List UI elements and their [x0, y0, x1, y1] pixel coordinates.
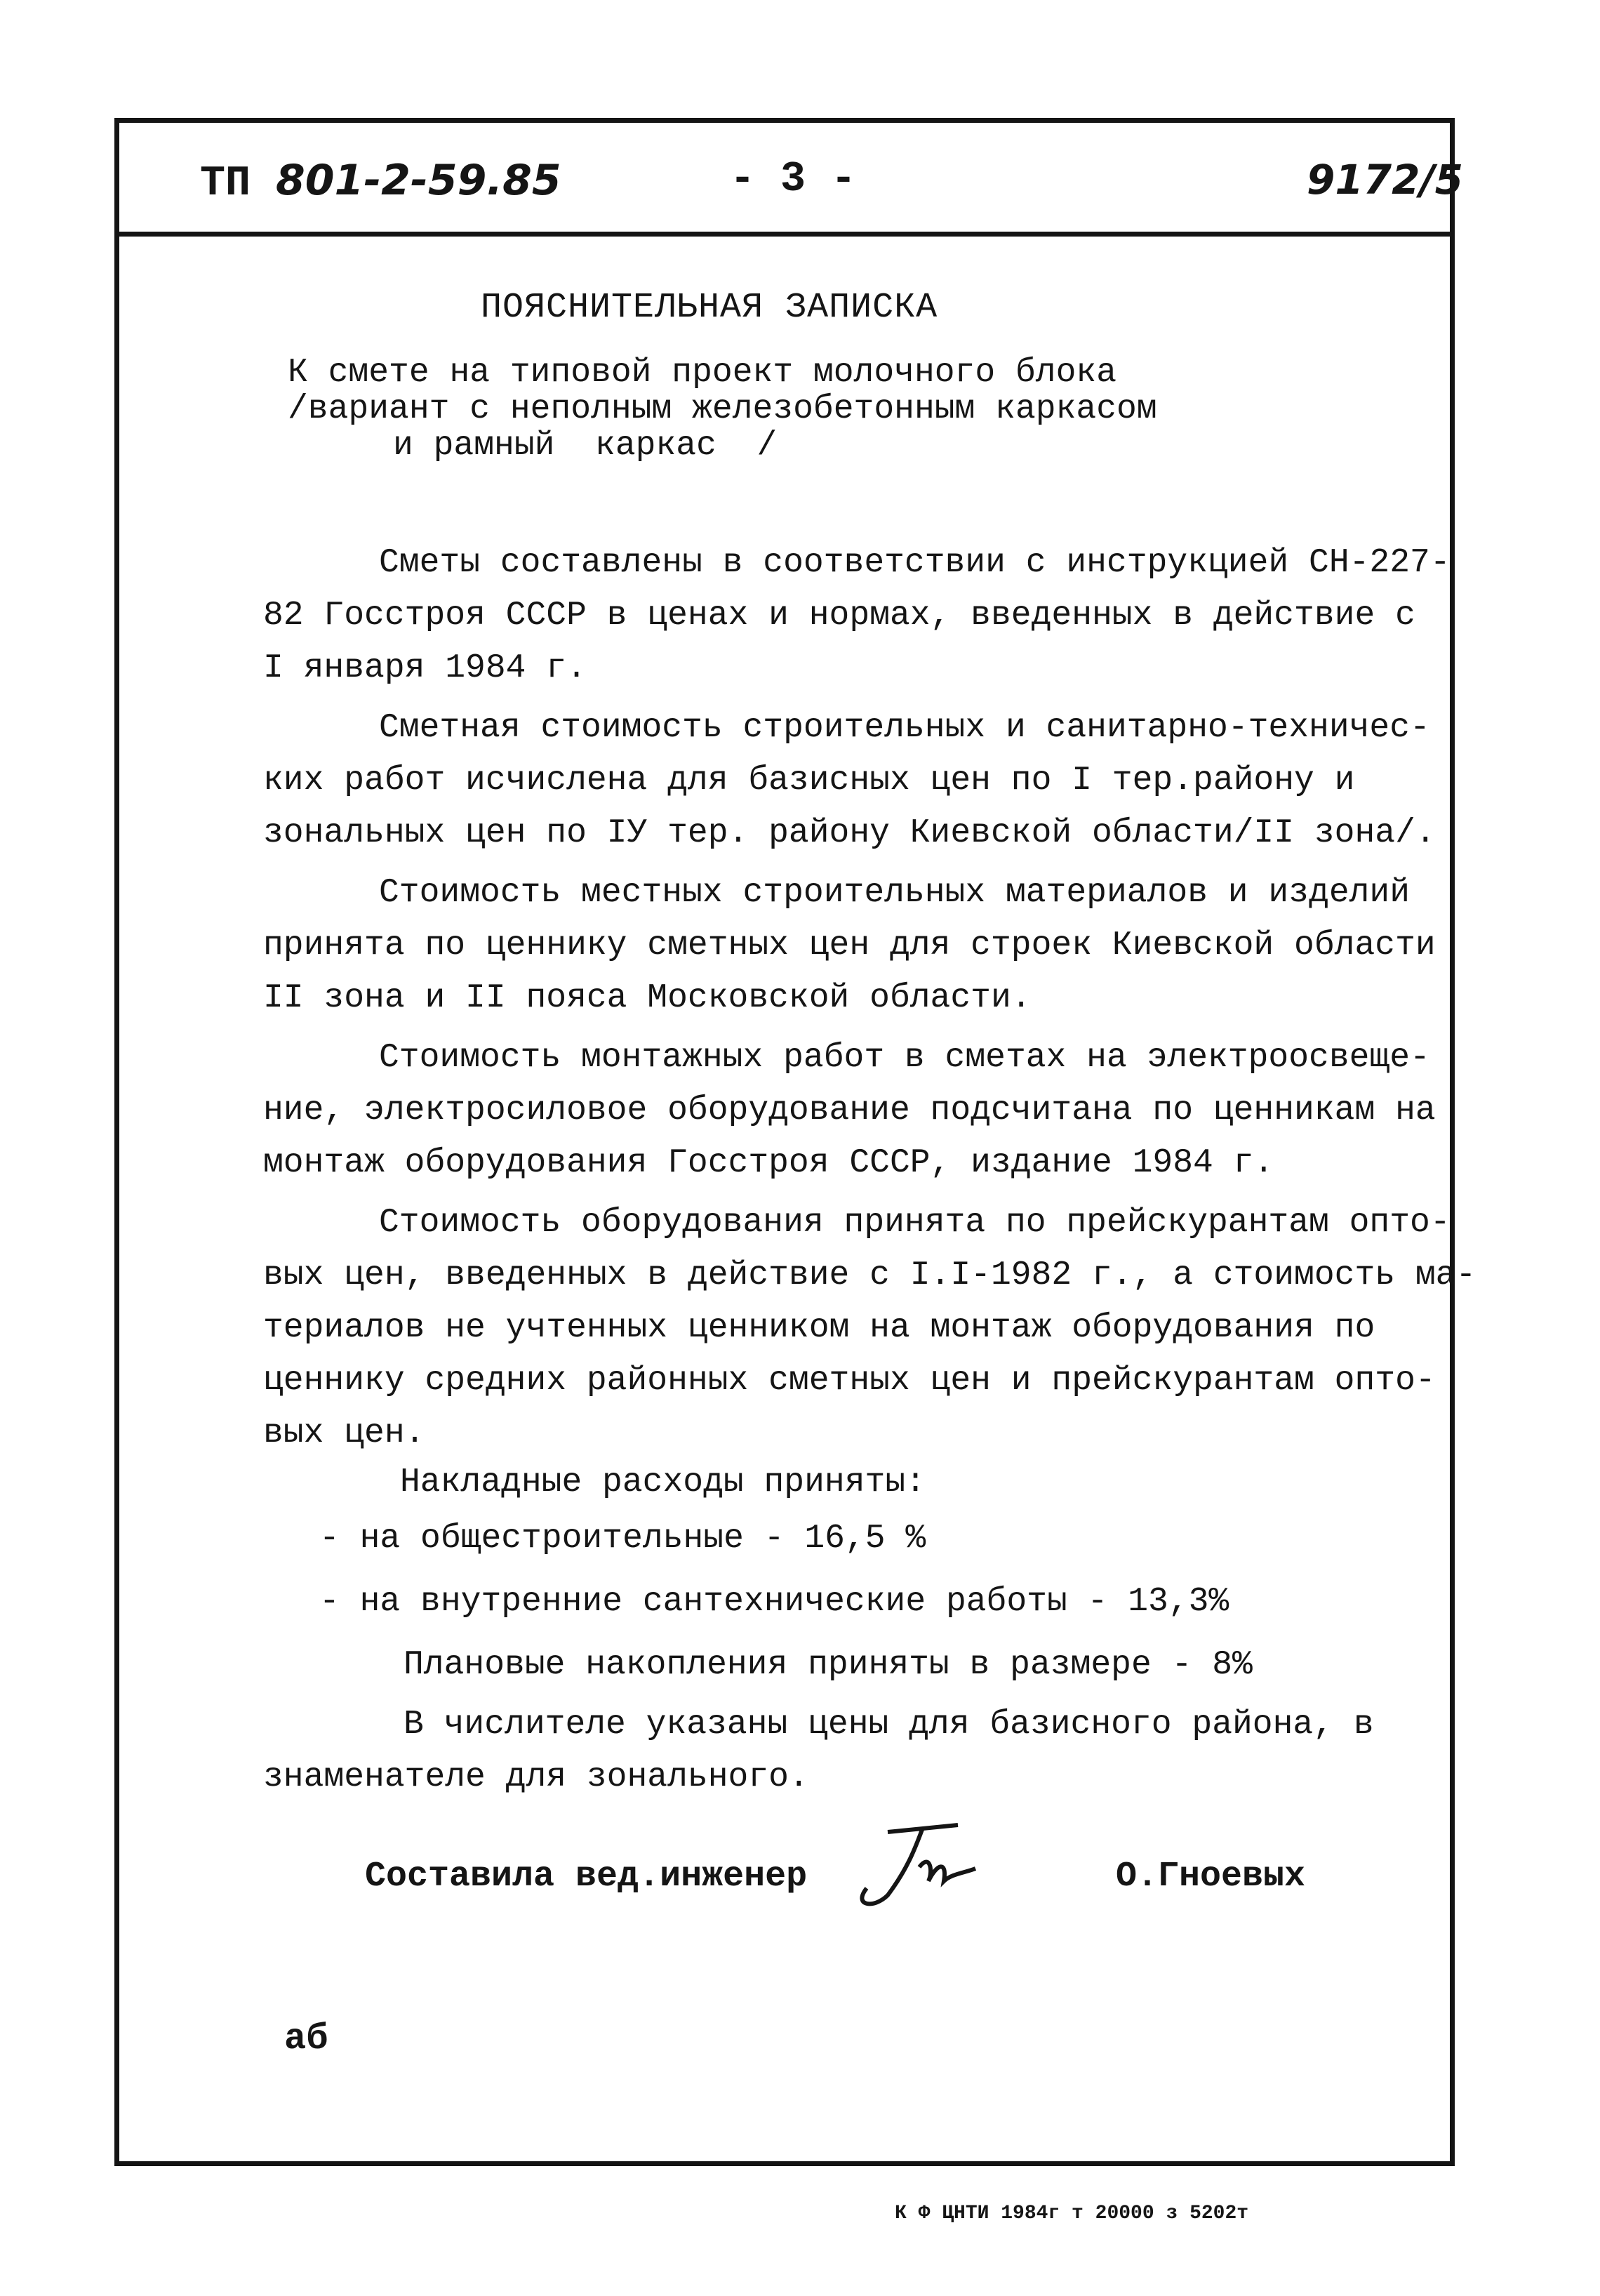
paragraph-line: ценнику средних районных сметных цен и прейскурантам опто- — [263, 1362, 1436, 1400]
subtitle-line: /вариант с неполным железобетонным каркасом — [288, 390, 1157, 428]
print-footer: К Ф ЦНТИ 1984г т 20000 з 5202т — [895, 2203, 1249, 2224]
page-number: - 3 - — [730, 156, 857, 204]
header-divider — [114, 232, 1455, 237]
note-line: знаменателе для зонального. — [263, 1758, 809, 1796]
paragraph-line: принята по ценнику сметных цен для строек Киевской области — [263, 927, 1436, 964]
paragraph-line: зональных цен по IУ тер. району Киевской области/II зона/. — [263, 814, 1436, 852]
paragraph-line: I января 1984 г. — [263, 649, 587, 687]
paragraph-line: ких работ исчислена для базисных цен по I тер.району и — [263, 762, 1355, 799]
paragraph-line: Стоимость оборудования принята по прейскурантам опто- — [379, 1204, 1451, 1242]
typist-initials: аб — [284, 2018, 328, 2059]
paragraph-line: II зона и II пояса Московской области. — [263, 979, 1032, 1017]
signer-name: О.Гноевых — [1116, 1857, 1306, 1897]
paragraph-line: вых цен. — [263, 1414, 425, 1452]
paragraph-line: Стоимость местных строительных материалов и изделий — [379, 874, 1411, 912]
note-line: В числителе указаны цены для базисного района, в — [404, 1706, 1374, 1744]
paragraph-line: Сметы составлены в соответствии с инструкцией СН-227- — [379, 544, 1451, 582]
overhead-item: - на общестроительные - 16,5 % — [319, 1520, 926, 1558]
overhead-heading: Накладные расходы приняты: — [400, 1464, 926, 1501]
subtitle-line: К смете на типовой проект молочного блока — [288, 354, 1116, 392]
handwritten-signature — [846, 1818, 986, 1916]
overhead-item: - на внутренние сантехнические работы - 13,3% — [319, 1583, 1229, 1621]
paragraph-line: монтаж оборудования Госстроя СССР, издание 1984 г. — [263, 1144, 1274, 1182]
paragraph-line: Стоимость монтажных работ в сметах на электроосвеще- — [379, 1039, 1430, 1077]
project-code — [200, 156, 561, 208]
signer-role: Составила вед.инженер — [365, 1857, 808, 1897]
project-code-number: 801-2-59.85 — [276, 156, 561, 205]
sheet-number: 9172/5 — [1307, 156, 1463, 204]
paragraph-line: ние, электросиловое оборудование подсчитана по ценникам на — [263, 1091, 1436, 1129]
paragraph-line: териалов не учтенных ценником на монтаж оборудования по — [263, 1309, 1375, 1347]
document-subtitle — [288, 354, 1157, 464]
paragraph-line: 82 Госстроя СССР в ценах и нормах, введенных в действие с — [263, 597, 1415, 635]
subtitle-line: и рамный каркас / — [393, 427, 778, 465]
paragraph-line: вых цен, введенных в действие с I.I-1982 г., а стоимость ма- — [263, 1256, 1476, 1294]
planned-savings: Плановые накопления приняты в размере - 8% — [404, 1646, 1253, 1684]
paragraph-line: Сметная стоимость строительных и санитарно-техничес- — [379, 709, 1430, 747]
project-code-prefix: ТП — [200, 160, 251, 208]
document-title: ПОЯСНИТЕЛЬНАЯ ЗАПИСКА — [481, 288, 938, 328]
